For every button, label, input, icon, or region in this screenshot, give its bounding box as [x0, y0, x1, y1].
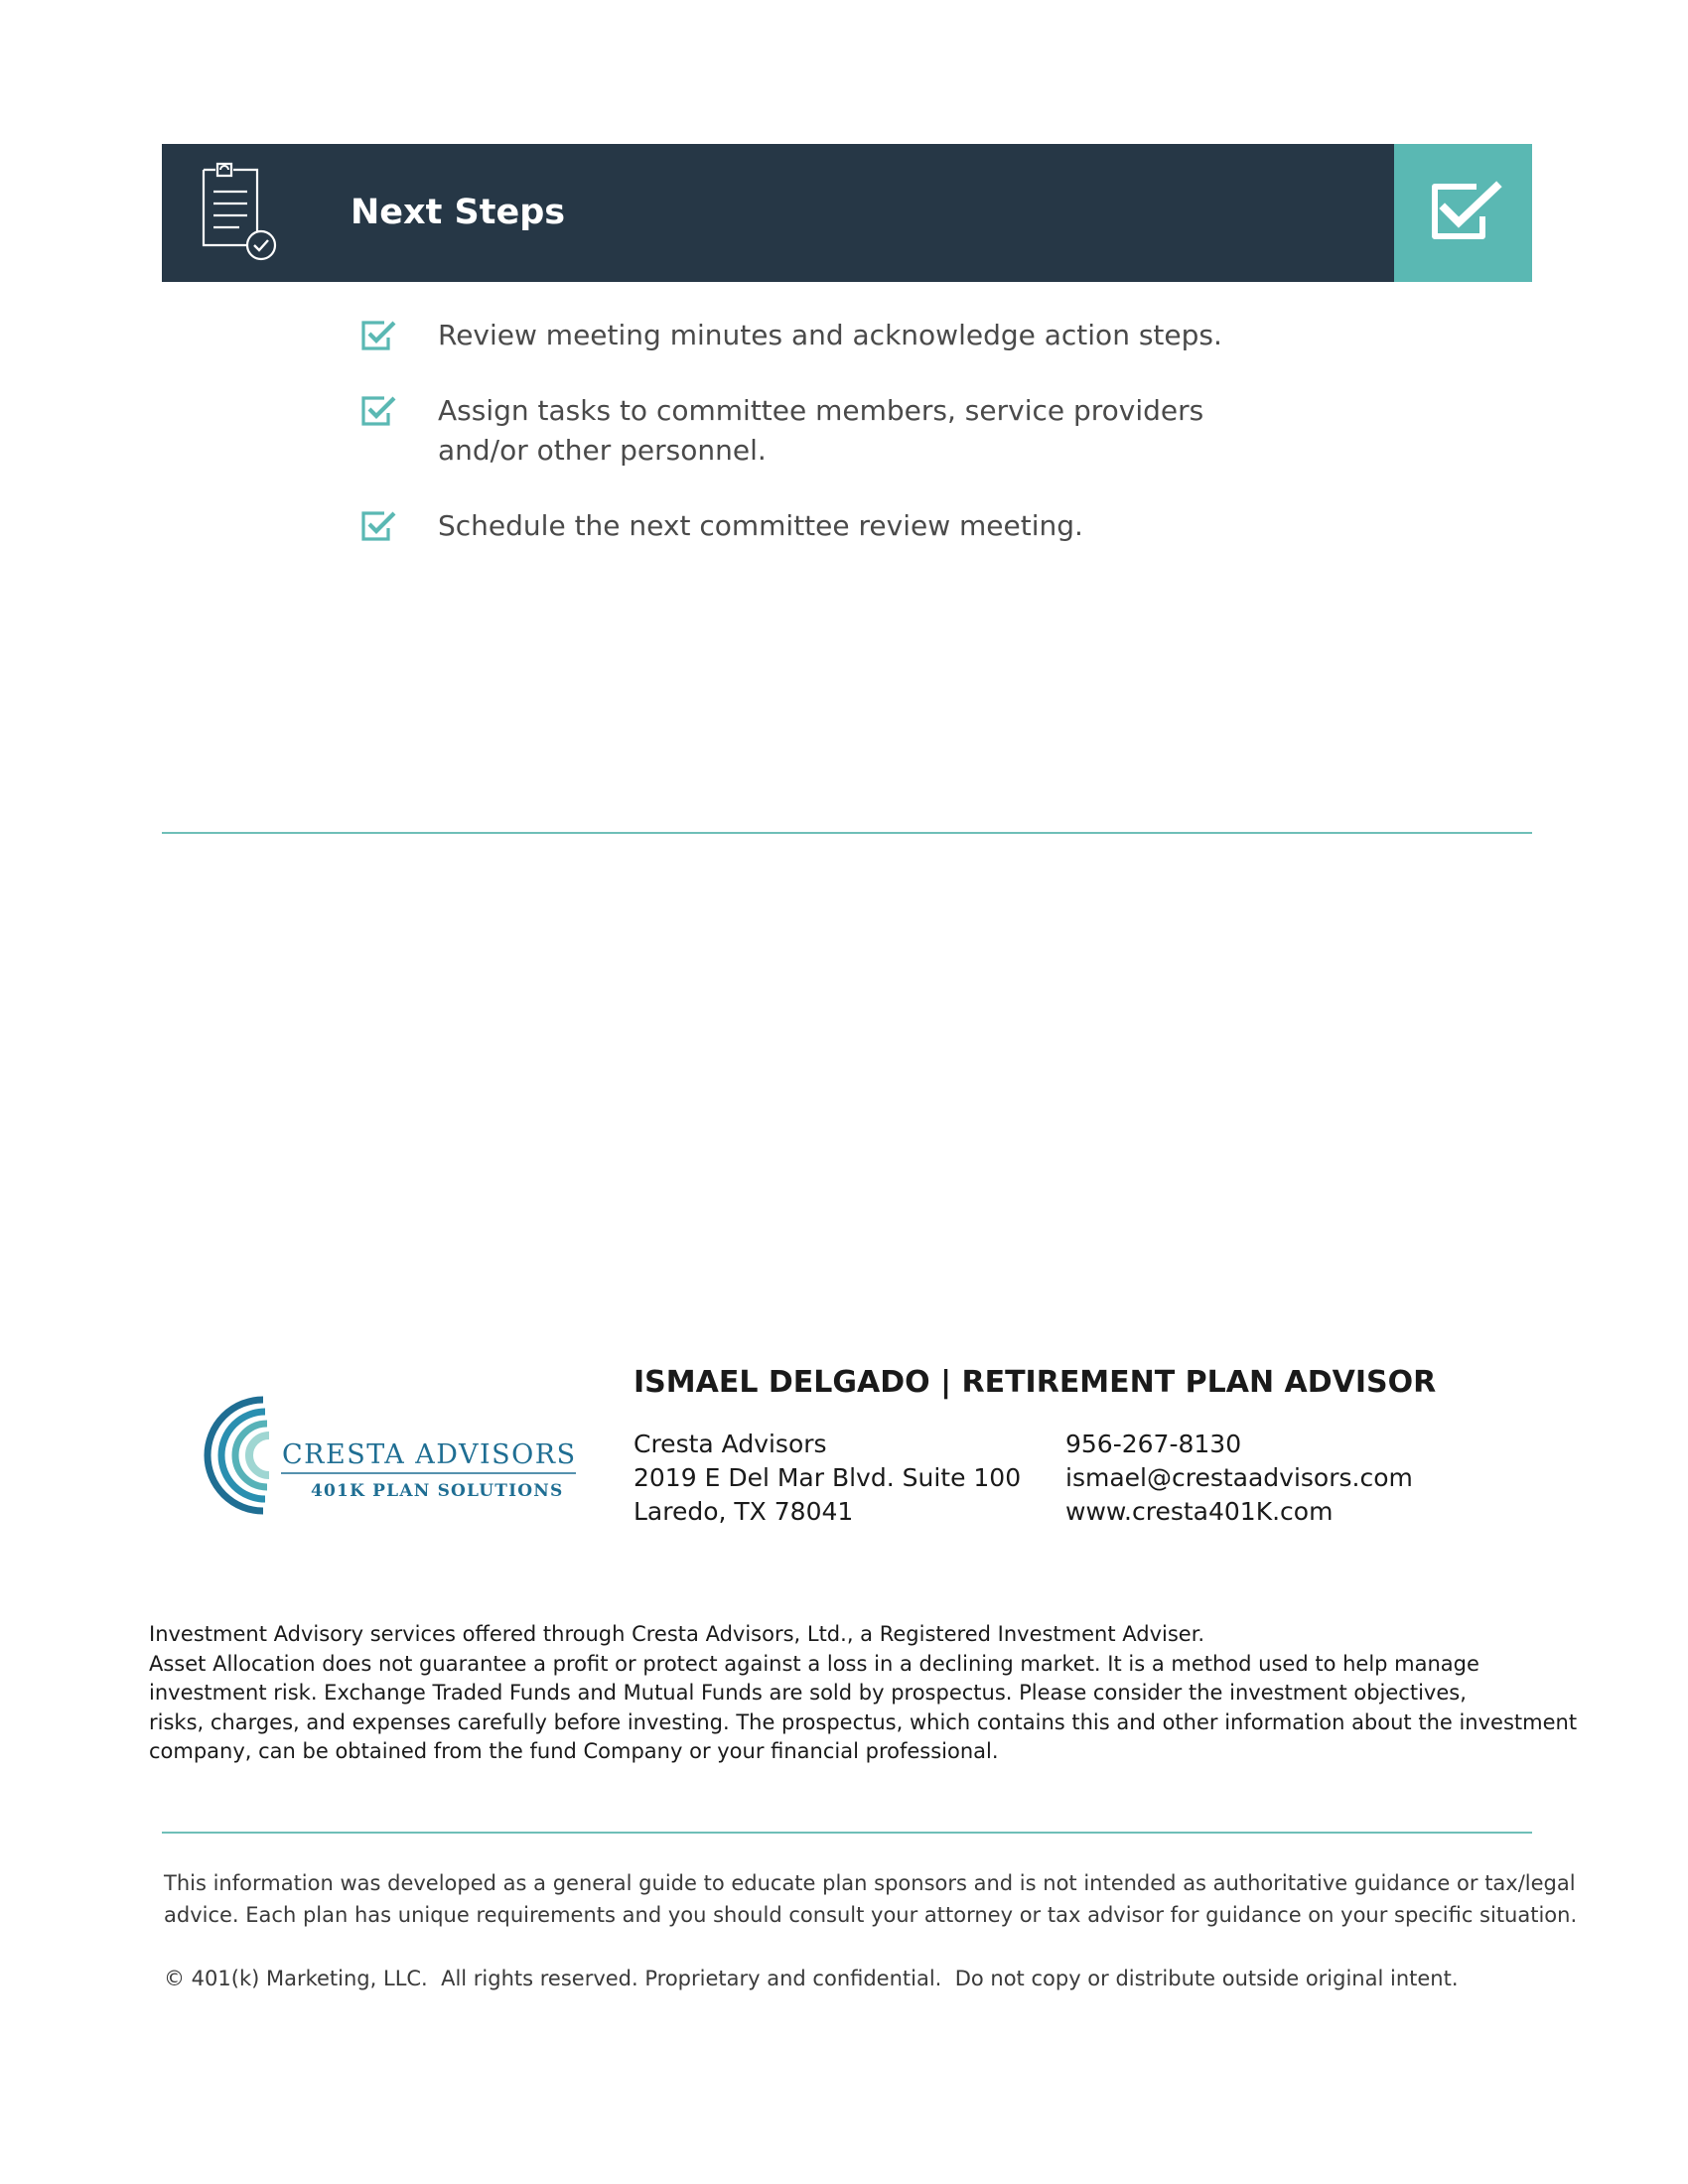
- step-text-line: Schedule the next committee review meeting.: [438, 509, 1083, 542]
- list-item: [360, 506, 1254, 546]
- footer-note-line: advice. Each plan has unique requirements and you should consult your attorney or tax advisor for guidance on your specific situation.: [164, 1903, 1578, 1927]
- website-link[interactable]: www.cresta401K.com: [1065, 1497, 1334, 1526]
- list-item: [360, 316, 1254, 355]
- copyright-notice: © 401(k) Marketing, LLC. All rights reserved. Proprietary and confidential. Do not copy or distribute outside original intent.: [164, 1967, 1459, 1990]
- address-line: 2019 E Del Mar Blvd. Suite 100: [633, 1463, 1022, 1492]
- clipboard-check-icon: [200, 162, 281, 261]
- disclosure-line: risks, charges, and expenses carefully before investing. The prospectus, which contains this and other information about the investment: [149, 1709, 1578, 1734]
- banner-check-panel: [1394, 144, 1532, 282]
- next-steps-banner: [162, 144, 1532, 282]
- checkbox-icon: [360, 320, 397, 352]
- step-text-line: Assign tasks to committee members, service providers: [438, 394, 1204, 427]
- next-steps-list: [360, 316, 1254, 582]
- checkbox-icon: [360, 510, 397, 543]
- advisor-address: [633, 1428, 1021, 1529]
- disclosure-line: company, can be obtained from the fund Company or your financial professional.: [149, 1739, 999, 1763]
- phone-number[interactable]: 956-267-8130: [1065, 1430, 1242, 1458]
- address-line: Laredo, TX 78041: [633, 1497, 854, 1526]
- logo-name: CRESTA ADVISORS: [282, 1439, 577, 1470]
- checkbox-icon: [360, 395, 397, 428]
- divider: [162, 832, 1532, 834]
- address-line: Cresta Advisors: [633, 1430, 827, 1458]
- disclosure-line: Investment Advisory services offered through Cresta Advisors, Ltd., a Registered Investment Adviser.: [149, 1622, 1205, 1646]
- divider: [162, 1832, 1532, 1834]
- footer-note-line: This information was developed as a general guide to educate plan sponsors and is not intended as authoritative guidance or tax/legal: [164, 1871, 1576, 1895]
- advisor-contact: [1065, 1428, 1413, 1529]
- email-link[interactable]: ismael@crestaadvisors.com: [1065, 1463, 1413, 1492]
- checkbox-icon: [1429, 181, 1502, 242]
- banner-title: Next Steps: [351, 193, 566, 232]
- disclosure-text: [149, 1620, 1578, 1767]
- disclosure-line: Asset Allocation does not guarantee a profit or protect against a loss in a declining market. It is a method used to help manage: [149, 1651, 1479, 1676]
- step-text-line: and/or other personnel.: [438, 434, 767, 467]
- list-item: [360, 391, 1254, 471]
- disclosure-line: investment risk. Exchange Traded Funds and Mutual Funds are sold by prospectus. Please consider the investment objectives,: [149, 1681, 1467, 1705]
- logo-tagline: 401K PLAN SOLUTIONS: [311, 1481, 564, 1501]
- cresta-advisors-logo: [204, 1396, 586, 1515]
- footer-note: [164, 1867, 1578, 1931]
- advisor-heading: ISMAEL DELGADO | RETIREMENT PLAN ADVISOR: [633, 1365, 1437, 1400]
- step-text-line: Review meeting minutes and acknowledge action steps.: [438, 319, 1222, 351]
